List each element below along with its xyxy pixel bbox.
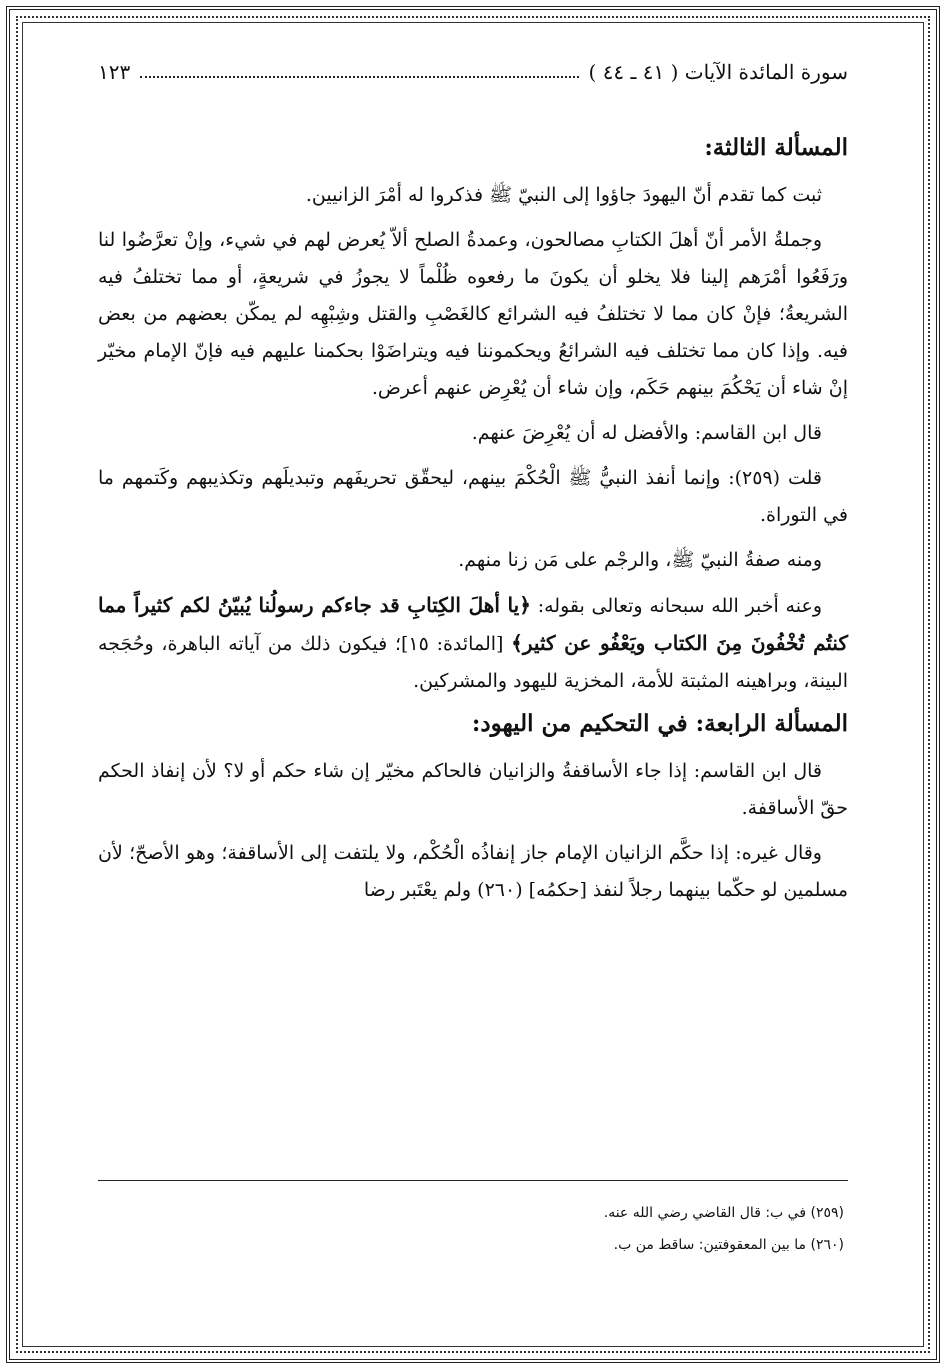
paragraph: وجملةُ الأمر أنّ أهلَ الكتابِ مصالحون، وعمدةُ الصلح ألاّ يُعرض لهم في شيء، وإنْ تعرَّضُوا لنا ورَفَعُوا أمْرَهم إلينا فلا يخلو أن يكونَ ما رفعوه ظُلْماً لا يجوزُ في شريعةٍ، أو مما تختلفُ فيه الشريعةُ؛ فإنْ كان مما لا تختلفُ فيه الشرائع كالغَصْبِ والقتل وشِبْهِه لم يمكّن بعضهم من بعض فيه. وإذا كان مما تختلف فيه الشرائعُ ويحكموننا فيه ويتراضَوْا بحكمنا عليهم فيه فإنّ الإمام مخيّر إنْ شاء أن يَحْكُمَ بينهم حَكَم، وإن شاء أن يُعْرِض عنهم أعرض.	[98, 229, 848, 399]
paragraph: وقال غيره: إذا حكَّم الزانيان الإمام جاز إنفاذُه الْحُكْم، ولا يلتفت إلى الأساقفة؛ وهو الأصحّ؛ لأن مسلمين لو حكّما بينهما رجلاً لنفذ [حكمُه] (٢٦٠) ولم يعْتَبر رضا	[98, 842, 848, 901]
page-number: ١٢٣	[98, 60, 131, 84]
header-title: سورة المائدة الآيات ( ٤١ ـ ٤٤ )	[588, 60, 848, 84]
paragraph: ثبت كما تقدم أنّ اليهودَ جاؤوا إلى النبيّ ﷺ فذكروا له أمْرَ الزانيين.	[305, 184, 822, 206]
header-leader-dots	[140, 66, 578, 78]
footnotes	[98, 1180, 848, 1261]
running-header	[98, 60, 848, 84]
page-content	[98, 60, 848, 1309]
footnote: (٢٥٩) في ب: قال القاضي رضي الله عنه.	[603, 1205, 844, 1221]
paragraph-with-verse	[98, 587, 848, 700]
verse-reference: [المائدة: ١٥]؛ فيكون ذلك من آياته الباهرة، وحُجَجه البينة، وبراهينه المثبتة للأمة، المخزية لليهود والمشركين.	[98, 633, 848, 692]
paragraph: قال ابن القاسم: والأفضل له أن يُعْرِضَ عنهم.	[471, 422, 822, 444]
footnote: (٢٦٠) ما بين المعقوفتين: ساقط من ب.	[613, 1237, 844, 1253]
section-heading-4: المسألة الرابعة: في التحكيم من اليهود:	[471, 710, 848, 737]
paragraph: قلت (٢٥٩): وإنما أنفذ النبيُّ ﷺ الْحُكْمَ بينهم، ليحقّق تحريفَهم وتبديلَهم وتكذيبهم وكَتمهم ما في التوراة.	[98, 467, 848, 526]
section-heading-3: المسألة الثالثة:	[704, 134, 848, 161]
paragraph: ومنه صفةُ النبيّ ﷺ، والرجْم على مَن زنا منهم.	[458, 549, 822, 571]
quran-verse: ﴿يا أهلَ الكِتابِ قد جاءكم رسولُنا يُبيّنُ لكم كثيراً مما كنتُم تُخْفُونَ مِنَ الكتاب ويَعْفُو عن كثير﴾	[98, 593, 848, 655]
verse-intro: وعنه أخبر الله سبحانه وتعالى بقوله:	[537, 595, 822, 617]
paragraph: قال ابن القاسم: إذا جاء الأساقفةُ والزانيان فالحاكم مخيّر إن شاء حكم أو لا؟ لأن إنفاذ الحكم حقّ الأساقفة.	[98, 760, 848, 819]
